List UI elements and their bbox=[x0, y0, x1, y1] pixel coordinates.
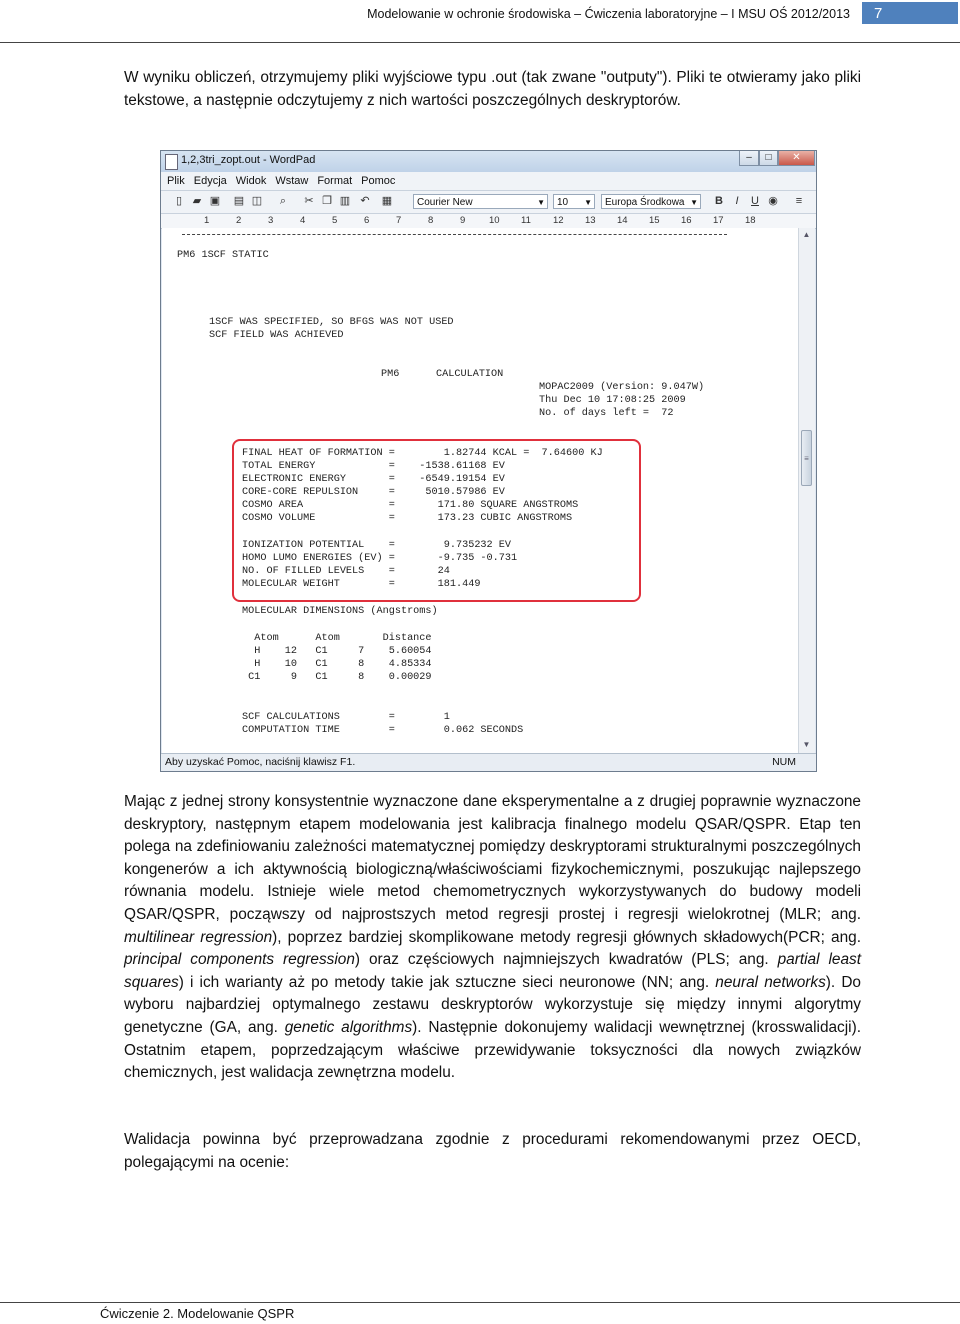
ruler-number: 6 bbox=[364, 215, 370, 226]
ruler-number: 4 bbox=[300, 215, 306, 226]
close-button[interactable]: ✕ bbox=[778, 151, 815, 166]
cut-icon[interactable]: ✂ bbox=[304, 195, 314, 207]
dimensions-title: MOLECULAR DIMENSIONS (Angstroms) bbox=[242, 606, 438, 617]
intro-paragraph: W wyniku obliczeń, otrzymujemy pliki wyjściowe typu .out (tak zwane "outputy"). Pliki te otwieramy jako pliki tekstowe, a następnie odczytujemy z nich wartości poszczególnych deskryptorów. bbox=[124, 69, 861, 109]
result-line: HOMO LUMO ENERGIES (EV) = -9.735 -0.731 bbox=[242, 553, 518, 564]
scf-line-1: 1SCF WAS SPECIFIED, SO BFGS WAS NOT USED bbox=[209, 317, 454, 328]
result-line: MOLECULAR WEIGHT = 181.449 bbox=[242, 579, 481, 590]
ruler-number: 16 bbox=[681, 215, 692, 226]
ruler-number: 11 bbox=[521, 215, 531, 226]
bold-button[interactable]: B bbox=[715, 195, 723, 207]
result-line: ELECTRONIC ENERGY = -6549.19154 EV bbox=[242, 474, 505, 485]
font-size-value: 10 bbox=[557, 197, 569, 208]
document-icon bbox=[165, 154, 178, 170]
main-paragraph-text: ) i ich warianty aż po metody takie jak sztuczne sieci neuronowe (NN; ang. bbox=[178, 973, 716, 991]
wordpad-toolbar bbox=[161, 191, 816, 214]
wordpad-title: 1,2,3tri_zopt.out - WordPad bbox=[181, 154, 316, 166]
menu-widok[interactable]: Widok bbox=[235, 175, 267, 187]
page-number: 7 bbox=[862, 2, 958, 24]
ruler-number: 2 bbox=[236, 215, 242, 226]
mopac-date-line: Thu Dec 10 17:08:25 2009 bbox=[539, 395, 686, 406]
italic-term: neural networks bbox=[715, 973, 826, 991]
save-icon[interactable]: ▣ bbox=[209, 195, 221, 207]
dashed-separator bbox=[182, 234, 727, 235]
computation-time-line: COMPUTATION TIME = 0.062 SECONDS bbox=[242, 725, 524, 736]
footer-rule bbox=[0, 1302, 960, 1303]
ruler-number: 10 bbox=[489, 215, 500, 226]
minimize-button[interactable]: – bbox=[739, 151, 759, 166]
main-paragraph bbox=[124, 791, 861, 1085]
ruler-number: 8 bbox=[428, 215, 434, 226]
ruler-number: 14 bbox=[617, 215, 628, 226]
new-document-icon[interactable]: ▯ bbox=[175, 195, 183, 207]
result-line: COSMO VOLUME = 173.23 CUBIC ANGSTROMS bbox=[242, 513, 573, 524]
mopac-days-left-line: No. of days left = 72 bbox=[539, 408, 674, 419]
italic-term: principal components regression bbox=[124, 951, 355, 969]
find-icon[interactable]: ⌕ bbox=[279, 195, 287, 207]
italic-term: multilinear regression bbox=[124, 928, 273, 946]
dimensions-row: C1 9 C1 8 0.00029 bbox=[242, 672, 432, 683]
italic-term: partial least squares bbox=[124, 951, 861, 991]
result-line: COSMO AREA = 171.80 SQUARE ANGSTROMS bbox=[242, 500, 579, 511]
ruler-number: 9 bbox=[460, 215, 466, 226]
wordpad-screenshot bbox=[160, 150, 817, 772]
maximize-button[interactable]: □ bbox=[759, 151, 778, 166]
result-line: CORE-CORE REPULSION = 5010.57986 EV bbox=[242, 487, 505, 498]
chevron-down-icon: ▼ bbox=[690, 198, 698, 207]
final-paragraph: Walidacja powinna być przeprowadzana zgodnie z procedurami rekomendowanymi przez OECD, polegającymi na ocenie: bbox=[124, 1131, 861, 1171]
pm6-header-line: PM6 1SCF STATIC bbox=[177, 250, 269, 261]
vertical-scrollbar[interactable] bbox=[798, 228, 815, 754]
undo-icon[interactable]: ↶ bbox=[360, 195, 370, 207]
menu-plik[interactable]: Plik bbox=[167, 175, 185, 187]
status-help-text: Aby uzyskać Pomoc, naciśnij klawisz F1. bbox=[165, 756, 356, 768]
scroll-down-icon[interactable]: ▼ bbox=[802, 740, 811, 749]
dimensions-row: H 12 C1 7 5.60054 bbox=[242, 646, 432, 657]
result-line: IONIZATION POTENTIAL = 9.735232 EV bbox=[242, 540, 511, 551]
font-size-select[interactable] bbox=[553, 194, 595, 209]
wordpad-ruler bbox=[161, 214, 816, 229]
ruler-number: 13 bbox=[585, 215, 596, 226]
menu-pomoc[interactable]: Pomoc bbox=[361, 175, 396, 187]
running-header: Modelowanie w ochronie środowiska – Ćwiczenia laboratoryjne – I MSU OŚ 2012/2013 bbox=[367, 7, 850, 21]
chevron-down-icon: ▼ bbox=[584, 198, 592, 207]
ruler-number: 18 bbox=[745, 215, 756, 226]
footer-text: Ćwiczenie 2. Modelowanie QSPR bbox=[100, 1306, 295, 1321]
main-paragraph-text: Mając z jednej strony konsystentnie wyznaczone dane eksperymentalne a z drugiej poprawnie wyznaczone deskryptory, następnym etapem modelowania jest kalibracja finalnego modelu QSAR/QSPR. Etap ten polega na zdefiniowaniu zależności matematycznej pomiędzy deskryptorami strukturalnymi poszczególnych kongenerów a ich aktywnością biologiczną/właściwościami fizykochemicznymi, poszukując najlepszego równania modelu. Istnieje wiele metod chemometrycznych wykorzystywanych do budowy modeli QSAR/QSPR, począwszy od najprostszych metod regresji prostej i regresji wielokrotnej (MLR; ang. bbox=[124, 793, 861, 923]
ruler-number: 15 bbox=[649, 215, 660, 226]
ruler-number: 1 bbox=[204, 215, 210, 226]
scf-calculations-line: SCF CALCULATIONS = 1 bbox=[242, 712, 450, 723]
print-preview-icon[interactable]: ◫ bbox=[251, 195, 263, 207]
main-paragraph-text: ), poprzez bardziej skomplikowane metody regresji głównych składowych(PCR; ang. bbox=[272, 928, 861, 946]
calculation-line: PM6 CALCULATION bbox=[381, 369, 504, 380]
ruler-number: 5 bbox=[332, 215, 338, 226]
mopac-version-line: MOPAC2009 (Version: 9.047W) bbox=[539, 382, 705, 393]
chevron-down-icon: ▼ bbox=[537, 198, 545, 207]
status-num-lock: NUM bbox=[772, 756, 796, 768]
ruler-number: 17 bbox=[713, 215, 724, 226]
italic-button[interactable]: I bbox=[735, 195, 739, 207]
copy-icon[interactable]: ❐ bbox=[322, 195, 332, 207]
open-folder-icon[interactable]: ▰ bbox=[192, 195, 202, 207]
color-icon[interactable]: ◉ bbox=[768, 195, 778, 207]
underline-button[interactable]: U bbox=[751, 195, 759, 207]
insert-date-icon[interactable]: ▦ bbox=[381, 195, 393, 207]
ruler-number: 3 bbox=[268, 215, 274, 226]
italic-term: genetic algorithms bbox=[284, 1018, 413, 1036]
font-name-value: Courier New bbox=[417, 197, 473, 208]
ruler-number: 12 bbox=[553, 215, 564, 226]
dimensions-header: Atom Atom Distance bbox=[242, 633, 432, 644]
scroll-thumb[interactable]: ≡ bbox=[801, 430, 812, 486]
result-line: NO. OF FILLED LEVELS = 24 bbox=[242, 566, 450, 577]
main-paragraph-text: ). Do wyboru najbardziej optymalnego zestawu deskryptorów wykorzystuje się między innymi algorytmy genetyczne (GA, ang. bbox=[124, 973, 861, 1036]
wordpad-menu-bar bbox=[161, 172, 816, 191]
wordpad-document-area[interactable] bbox=[162, 228, 798, 754]
scf-line-2: SCF FIELD WAS ACHIEVED bbox=[209, 330, 344, 341]
result-line: FINAL HEAT OF FORMATION = 1.82744 KCAL = 7.64600 KJ bbox=[242, 448, 603, 459]
script-select[interactable] bbox=[601, 194, 701, 209]
wordpad-status-bar bbox=[161, 753, 816, 771]
wordpad-title-bar bbox=[161, 151, 816, 172]
menu-wstaw[interactable]: Wstaw bbox=[275, 175, 309, 187]
paste-icon[interactable]: ▥ bbox=[339, 195, 351, 207]
dimensions-row: H 10 C1 8 4.85334 bbox=[242, 659, 432, 670]
scroll-up-icon[interactable]: ▲ bbox=[802, 230, 811, 239]
menu-edycja[interactable]: Edycja bbox=[193, 175, 227, 187]
font-name-select[interactable] bbox=[413, 194, 548, 209]
result-line: TOTAL ENERGY = -1538.61168 EV bbox=[242, 461, 505, 472]
script-value: Europa Środkowa bbox=[605, 197, 685, 208]
menu-format[interactable]: Format bbox=[317, 175, 353, 187]
main-paragraph-text: ) oraz częściowych najmniejszych kwadratów (PLS; ang. bbox=[354, 951, 778, 969]
align-left-icon[interactable]: ≡ bbox=[795, 195, 803, 207]
print-icon[interactable]: ▤ bbox=[233, 195, 245, 207]
ruler-number: 7 bbox=[396, 215, 402, 226]
main-paragraph-text: ). Następnie dokonujemy walidacji wewnętrznej (krosswalidacji). Ostatnim etapem, poprzedzającym właściwe przewidywanie toksyczności dla nowych związków chemicznych, jest walidacja zewnętrzna modelu. bbox=[124, 1018, 861, 1082]
header-rule bbox=[0, 42, 960, 43]
